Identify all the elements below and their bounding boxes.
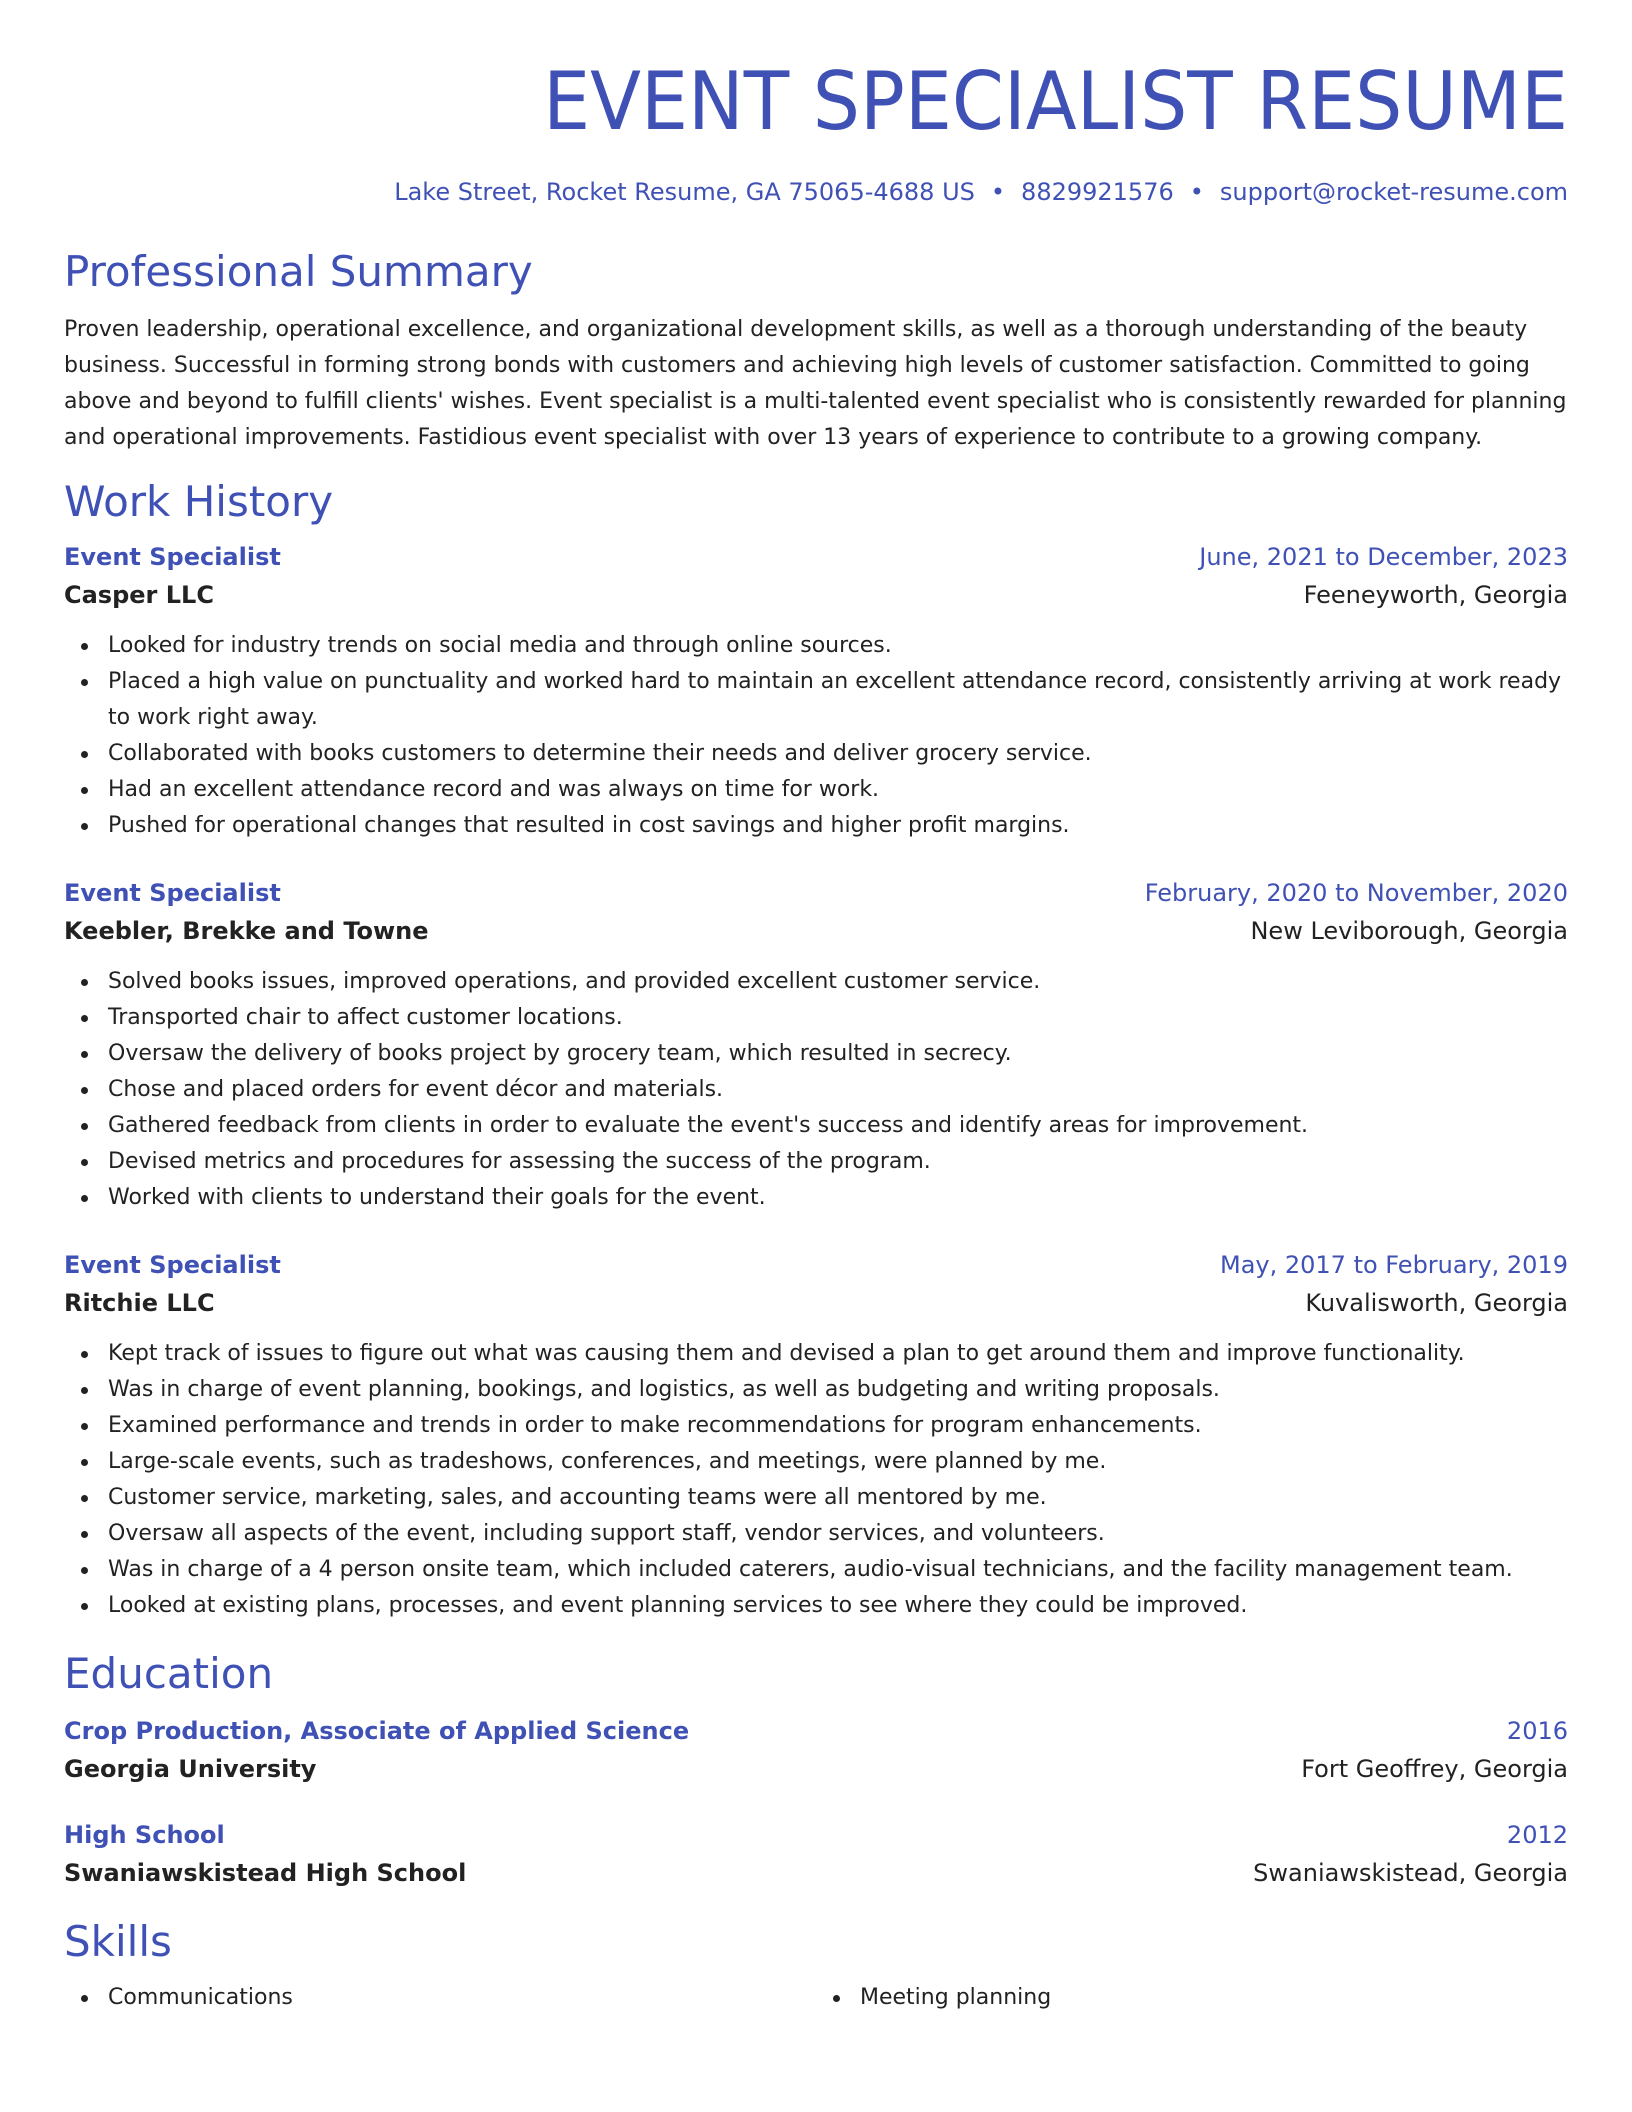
skill-item: Meeting planning (860, 1980, 1568, 2016)
job-title-row (64, 538, 1568, 576)
job-title-row (64, 1246, 1568, 1284)
skills-column-left (64, 1980, 816, 2016)
job-location: New Leviborough, Georgia (1250, 917, 1568, 945)
job-location: Feeneyworth, Georgia (1303, 581, 1568, 609)
job-bullet: Looked for industry trends on social media and through online sources. (108, 628, 1568, 664)
job-bullet: Oversaw all aspects of the event, including support staff, vendor services, and volunteers. (108, 1516, 1568, 1552)
education-year: 2012 (1506, 1821, 1568, 1849)
skills-bullets (816, 1980, 1568, 2016)
education-entry (64, 1712, 1568, 1788)
education-degree-row (64, 1712, 1568, 1750)
job-company: Ritchie LLC (64, 1289, 215, 1317)
job-bullet: Was in charge of event planning, bookings, and logistics, as well as budgeting and writing proposals. (108, 1372, 1568, 1408)
education-school-row (64, 1750, 1568, 1788)
job-location: Kuvalisworth, Georgia (1305, 1289, 1568, 1317)
job-bullet: Customer service, marketing, sales, and accounting teams were all mentored by me. (108, 1480, 1568, 1516)
job-bullet: Pushed for operational changes that resulted in cost savings and higher profit margins. (108, 808, 1568, 844)
job-title: Event Specialist (64, 543, 281, 571)
job-bullet: Large-scale events, such as tradeshows, conferences, and meetings, were planned by me. (108, 1444, 1568, 1480)
job-bullet: Solved books issues, improved operations, and provided excellent customer service. (108, 964, 1568, 1000)
job-bullets (64, 1336, 1568, 1624)
contact-separator: • (990, 178, 1006, 206)
job-company-row (64, 1284, 1568, 1322)
skills-column-right (816, 1980, 1568, 2016)
job-bullet: Worked with clients to understand their goals for the event. (108, 1180, 1568, 1216)
job-company: Casper LLC (64, 581, 214, 609)
job-bullet: Devised metrics and procedures for assessing the success of the program. (108, 1144, 1568, 1180)
job-entry (64, 1246, 1568, 1624)
education-school: Georgia University (64, 1755, 317, 1783)
contact-email: support@rocket-resume.com (1219, 178, 1568, 206)
job-bullet: Placed a high value on punctuality and worked hard to maintain an excellent attendance record, consistently arriving at work ready to work right away. (108, 664, 1568, 736)
job-bullet: Examined performance and trends in order to make recommendations for program enhancements. (108, 1408, 1568, 1444)
resume-title: EVENT SPECIALIST RESUME (543, 55, 1568, 148)
job-company-row (64, 576, 1568, 614)
skills-heading: Skills (64, 1917, 172, 1966)
job-bullet: Transported chair to affect customer locations. (108, 1000, 1568, 1036)
education-year: 2016 (1506, 1717, 1568, 1745)
education-school-row (64, 1854, 1568, 1892)
skills-list (64, 1980, 1568, 2016)
job-entry (64, 538, 1568, 844)
job-company: Keebler, Brekke and Towne (64, 917, 429, 945)
skills-bullets (64, 1980, 816, 2016)
job-bullet: Was in charge of a 4 person onsite team, which included caterers, audio-visual technicians, and the facility management team. (108, 1552, 1568, 1588)
education-entry (64, 1816, 1568, 1892)
education-heading: Education (64, 1649, 274, 1698)
education-location: Swaniawskistead, Georgia (1253, 1859, 1568, 1887)
education-degree: Crop Production, Associate of Applied Science (64, 1717, 690, 1745)
job-bullet: Oversaw the delivery of books project by grocery team, which resulted in secrecy. (108, 1036, 1568, 1072)
job-bullet: Gathered feedback from clients in order to evaluate the event's success and identify areas for improvement. (108, 1108, 1568, 1144)
contact-separator: • (1189, 178, 1204, 206)
job-bullet: Had an excellent attendance record and was always on time for work. (108, 772, 1568, 808)
job-dates: June, 2021 to December, 2023 (1199, 543, 1568, 571)
contact-line (64, 176, 1568, 208)
education-degree-row (64, 1816, 1568, 1854)
education-school: Swaniawskistead High School (64, 1859, 467, 1887)
job-title: Event Specialist (64, 1251, 281, 1279)
job-bullet: Kept track of issues to figure out what was causing them and devised a plan to get around them and improve functionality. (108, 1336, 1568, 1372)
job-title-row (64, 874, 1568, 912)
education-degree: High School (64, 1821, 225, 1849)
job-bullet: Looked at existing plans, processes, and event planning services to see where they could be improved. (108, 1588, 1568, 1624)
job-bullet: Chose and placed orders for event décor and materials. (108, 1072, 1568, 1108)
job-company-row (64, 912, 1568, 950)
job-entry (64, 874, 1568, 1216)
summary-text: Proven leadership, operational excellence, and organizational development skills, as well as a thorough understanding of the beauty business. Successful in forming strong bonds with customers and achieving high levels of customer satisfaction. Committed to going above and beyond to fulfill clients' wishes. Event specialist is a multi-talented event specialist who is consistently rewarded for planning and operational improvements. Fastidious event specialist with over 13 years of experience to contribute to a growing company. (64, 317, 1567, 450)
summary-heading: Professional Summary (64, 247, 533, 296)
job-bullets (64, 964, 1568, 1216)
skill-item: Communications (108, 1980, 816, 2016)
job-bullets (64, 628, 1568, 844)
work-history-heading: Work History (64, 477, 334, 526)
job-dates: May, 2017 to February, 2019 (1220, 1251, 1568, 1279)
job-dates: February, 2020 to November, 2020 (1144, 879, 1568, 907)
contact-address: Lake Street, Rocket Resume, GA 75065-4688 US (394, 178, 975, 206)
education-location: Fort Geoffrey, Georgia (1301, 1755, 1568, 1783)
job-title: Event Specialist (64, 879, 281, 907)
contact-phone: 8829921576 (1021, 178, 1174, 206)
job-bullet: Collaborated with books customers to determine their needs and deliver grocery service. (108, 736, 1568, 772)
